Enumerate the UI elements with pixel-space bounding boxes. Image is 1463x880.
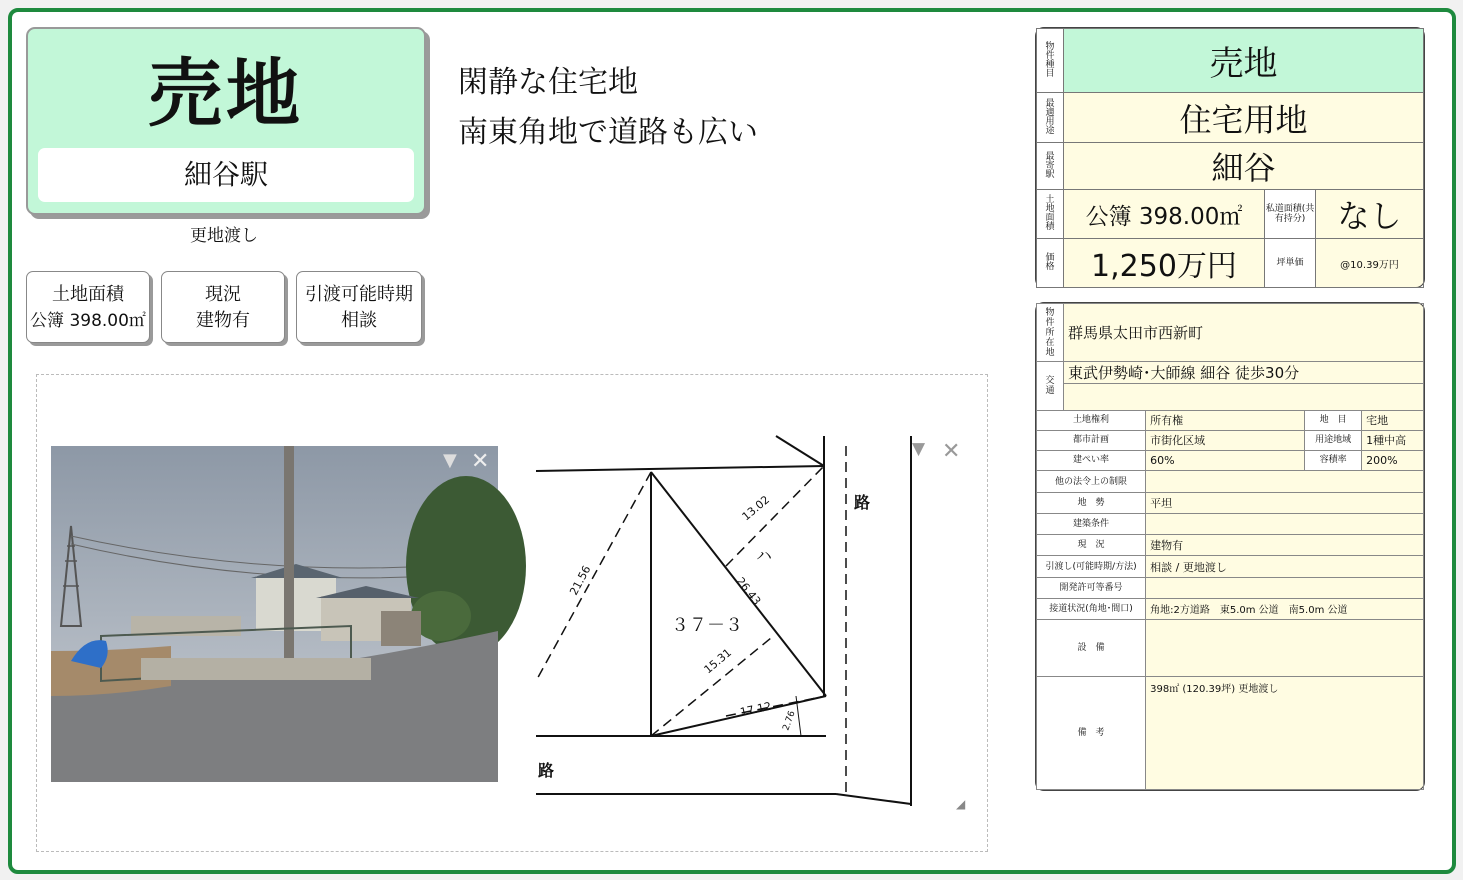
catch-line: 閑静な住宅地 [458, 65, 638, 100]
details-label: 建ぺい率 [1037, 450, 1146, 470]
plan-dimension: 13.02 [739, 493, 773, 524]
plan-dimension: 26.43 [733, 574, 764, 608]
details-table [1035, 302, 1425, 791]
details-value: 60% [1146, 450, 1305, 470]
summary-type-value: 売地 [1064, 29, 1424, 93]
plan-dimension: 17.12 [738, 699, 773, 719]
info-box-delivery [296, 271, 422, 343]
details-value: 市街化区域 [1146, 430, 1305, 450]
details-access-extra [1064, 384, 1424, 410]
details-value: 平坦 [1146, 493, 1424, 514]
close-icon: ✕ [471, 449, 490, 474]
details-label: 地 勢 [1037, 493, 1146, 514]
info-box-land-area [26, 271, 150, 343]
details-label: 備 考 [1037, 677, 1146, 790]
summary-label: 最適用途 [1037, 93, 1064, 143]
details-value [1146, 514, 1424, 535]
details-label: 交通 [1037, 362, 1064, 410]
details-label: 土地権利 [1037, 410, 1146, 430]
details-value [1146, 619, 1424, 676]
summary-label: 土地面積 [1037, 190, 1064, 239]
details-label: 都市計画 [1037, 430, 1146, 450]
summary-tsubo-label: 坪単価 [1265, 239, 1316, 288]
summary-private-road-value: なし [1316, 190, 1424, 239]
info-box-label: 土地面積 [52, 284, 124, 305]
details-value: 宅地 [1362, 410, 1424, 430]
summary-tsubo-value: @10.39万円 [1316, 239, 1424, 288]
details-label: 他の法令上の制限 [1037, 470, 1146, 492]
details-value: 建物有 [1146, 535, 1424, 556]
plan-dimension: 15.31 [701, 646, 735, 677]
details-label: 引渡し(可能時期/方法) [1037, 556, 1146, 577]
resize-handle-icon: ◢ [956, 797, 966, 811]
catch-line: 南東角地で道路も広い [458, 115, 758, 150]
details-value: 200% [1362, 450, 1424, 470]
details-label: 建築条件 [1037, 514, 1146, 535]
site-photo[interactable] [51, 446, 498, 782]
summary-table [1035, 27, 1425, 288]
details-label: 地 目 [1305, 410, 1362, 430]
details-value: 角地:2方道路 東5.0m 公道 南5.0m 公道 [1146, 598, 1424, 619]
dropdown-icon: ▼ [912, 439, 926, 459]
details-label: 用途地域 [1305, 430, 1362, 450]
plan-road-label: 路 [854, 493, 871, 512]
details-access-value: 東武伊勢崎･大師線 細谷 徒歩30分 [1064, 362, 1424, 384]
station-label: 細谷駅 [38, 148, 414, 202]
catch-copy [458, 58, 758, 158]
details-label: 開発許可等番号 [1037, 577, 1146, 598]
plan-dimension: 21.56 [567, 563, 594, 598]
summary-label: 価格 [1037, 239, 1064, 288]
info-box-label: 引渡可能時期 [305, 284, 413, 305]
summary-label: 最寄駅 [1037, 143, 1064, 190]
info-box-value: 公簿 398.00㎡ [30, 311, 146, 331]
summary-price-value: 1,250万円 [1064, 239, 1265, 288]
lot-plan-drawing[interactable] [526, 426, 972, 811]
summary-use-value: 住宅用地 [1064, 93, 1424, 143]
details-value: 相談 / 更地渡し [1146, 556, 1424, 577]
property-type-title: 売地 [148, 51, 304, 137]
delivery-note: 更地渡し [190, 226, 258, 246]
details-label: 接道状況(角地･間口) [1037, 598, 1146, 619]
details-value: 所有権 [1146, 410, 1305, 430]
details-label: 物件所在地 [1037, 304, 1064, 362]
close-icon: ✕ [942, 439, 961, 464]
summary-area-value: 公簿 398.00㎡ [1064, 190, 1265, 239]
summary-private-road-label: 私道面積(共有持分) [1265, 190, 1316, 239]
plan-dimension: 2.76 [781, 709, 798, 733]
summary-label: 物件種目 [1037, 29, 1064, 93]
title-card [26, 27, 426, 215]
summary-station-value: 細谷 [1064, 143, 1424, 190]
plan-road-label: 路 [538, 761, 555, 780]
dropdown-icon: ▼ [443, 450, 457, 471]
details-remarks-value: 398㎡ (120.39坪) 更地渡し [1146, 677, 1424, 790]
info-box-label: 現況 [205, 284, 241, 305]
details-label: 容積率 [1305, 450, 1362, 470]
details-value: 1種中高 [1362, 430, 1424, 450]
info-box-status [161, 271, 285, 343]
plan-neighbor-label: ハ [756, 546, 773, 565]
details-label: 現 況 [1037, 535, 1146, 556]
details-location-value: 群馬県太田市西新町 [1064, 304, 1424, 362]
details-value [1146, 470, 1424, 492]
details-value [1146, 577, 1424, 598]
plan-lot-label: ３７－３ [671, 615, 743, 636]
details-label: 設 備 [1037, 619, 1146, 676]
info-box-value: 相談 [341, 310, 377, 331]
info-box-value: 建物有 [196, 310, 250, 331]
